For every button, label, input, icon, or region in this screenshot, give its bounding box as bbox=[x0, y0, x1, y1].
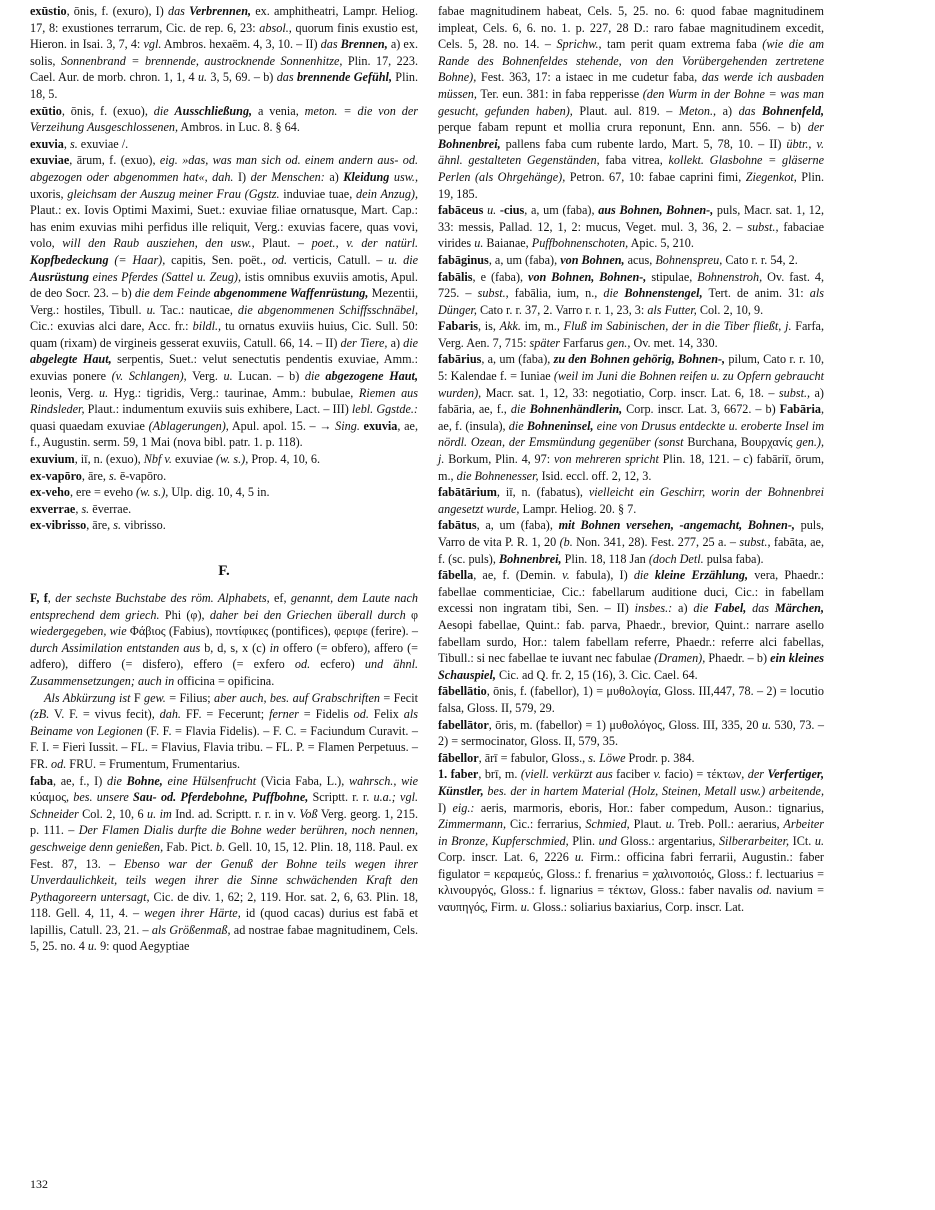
entry-text-run: Bohnenstroh, bbox=[697, 269, 763, 284]
entry-text-run: Arbeiter in Bronze, Kupferschmied, bbox=[438, 817, 824, 848]
entry-text-run: der sechste Buchstabe des röm. Alphabets, bbox=[55, 591, 270, 605]
entry-text-run: Bohnenfeld, bbox=[762, 103, 824, 118]
entry-text-run: aber auch, bes. auf Grabschriften bbox=[214, 690, 380, 705]
entry-text-run: der Menschen: bbox=[250, 169, 325, 184]
entry-text-run: daher bei den Griechen überall durch bbox=[209, 607, 406, 622]
entry-text-run: aus Bohnen, Bohnen-, bbox=[598, 203, 714, 218]
entry-text-run: F, f bbox=[30, 591, 48, 605]
entry-text-run: Ziegenkot, bbox=[745, 169, 797, 184]
entry-text-run: od. bbox=[353, 707, 369, 722]
entry-text-run: in bbox=[269, 640, 280, 655]
section-letter-heading: F. bbox=[218, 563, 230, 579]
entry-text-run: die bbox=[693, 601, 715, 616]
entry-text-run: wegen ihrer Härte, bbox=[144, 906, 241, 921]
entry-text-run: Der Flamen Dialis durfte die Bohne weder berühren, noch nennen, geschweige denn genießen, bbox=[30, 823, 418, 854]
entry-text-run: Brennen, bbox=[340, 37, 388, 52]
entry-text-run: fabāginus bbox=[438, 252, 489, 267]
entry-text-run: Zimmermann, bbox=[438, 817, 507, 832]
entry-fabellor: fābellor, ārī = fabulor, Gloss., s. Löwe Prodr. p. 384. bbox=[438, 750, 695, 765]
entry-text-run: die bbox=[403, 335, 418, 350]
entry-text-run: s. bbox=[113, 518, 122, 533]
entry-text-run: (zB. bbox=[30, 707, 50, 722]
entry-text-run: die abgenommenen Schiffsschnäbel, bbox=[237, 302, 418, 317]
entry-fabatus: fabātus, a, um (faba), mit Bohnen versehen, -angemacht, Bohnen-, puls, Varro de vita P. R. 1, 20 (b. Non. 341, 28). Fest. 277, 25 a. – subst., fabāta, ae, f. (sc. puls), Bohnenbrei, Plin. 18, 118 Jan (doch Detl. pulsa faba). bbox=[438, 518, 824, 566]
entry-text-run: gleichsam der Auszug meiner Frau (Ggstz. bbox=[67, 186, 280, 201]
entry-text-run: u.a.; vgl. Schneider bbox=[30, 790, 418, 821]
right-column bbox=[438, 3, 824, 916]
entry-text-run: fabātus bbox=[438, 518, 477, 533]
entry-text-run: Sonnenbrand = brennende, austrocknende Sonnenhitze, bbox=[60, 53, 343, 68]
entry-text-run: (weil im Juni die Bohnen reifen u. zu Opfern gebraucht wurden), bbox=[438, 369, 824, 400]
entry-text-run: subst., bbox=[747, 219, 779, 234]
entry-faba: faba, ae, f., I) die Bohne, eine Hülsenfrucht (Vicia Faba, L.), wahrsch., wie κύαμος, bes. unsere Sau- od. Pferdebohne, Puffbohne, Scriptt. r. r. u.a.; vgl. Schneider Col. 2, 10, 6 u. im Ind. ad. Scriptt. r. r. in v. Voß Verg. georg. 1, 215. p. 111. – Der Flamen Dialis durfte die Bohne weder berühren, noch nennen, geschweige denn genießen, Fab. Pict. b. Gell. 10, 15, 12. Plin. 18, 118. Paul. ex Fest. 87, 13. – Ebenso war der Genuß der Bohne teils wegen ihrer Unverdaulichkeit, teils wegen ihrer die Sinne schwächenden Kraft den Pythagoreern untersagt, Cic. de div. 1, 62; 2, 119. Hor. sat. 2, 6, 63. Plin. 18, 118. Gell. 4, 11, 4. – wegen ihrer Härte, id (quod cacas) durius est fabā et lapillis, Catull. 23, 21. – als Größenmaß, ad nostrae fabae magnitudinem, Cels. 5, 25. no. 4 u. 9: quod Aegyptiae bbox=[30, 773, 419, 954]
entry-text-run: eig.: bbox=[452, 800, 475, 815]
entry-text-run: (w. s.), bbox=[215, 452, 249, 467]
entry-exuvia: exuvia, s. exuviae /. bbox=[30, 136, 129, 151]
entry-text-run: die dem Feinde bbox=[134, 286, 214, 301]
entry-exuvium: exuvium, iī, n. (exuo), Nbf v. exuviae (w. s.), Prop. 4, 10, 6. bbox=[30, 452, 321, 467]
entry-text-run: lebl. Ggstde.: bbox=[351, 402, 418, 417]
entry-text-run: (b. bbox=[559, 535, 573, 549]
entry-text-run: ex-vapōro bbox=[30, 468, 82, 483]
entry-text-run: abgelegte Haut, bbox=[30, 352, 112, 367]
entry-text-run: brennende Gefühl, bbox=[296, 70, 392, 85]
entry-text-run: als Größenmaß, bbox=[151, 922, 231, 937]
entry-text-run: Sing. bbox=[335, 418, 360, 433]
entry-text-run: eine von Drusus entdeckte u. eroberte Insel im nördl. Ozean, der Emsmündung gegenüber (sonst bbox=[438, 418, 825, 450]
entry-text-run: die bbox=[633, 568, 655, 583]
entry-text-run: fabārius bbox=[438, 352, 482, 367]
entry-text-run: das bbox=[167, 4, 190, 18]
entry-text-run: Kleidung bbox=[343, 169, 390, 184]
entry-text-run: faba bbox=[30, 773, 54, 788]
entry-text-run: Meton., bbox=[678, 103, 717, 118]
entry-text-run: als Futter, bbox=[647, 302, 697, 317]
entry-text-run: v. bbox=[653, 767, 662, 782]
entry-text-run: Als Abkürzung ist bbox=[44, 690, 131, 705]
entry-text-run: s. bbox=[108, 468, 117, 483]
entry-text-run: exuvia bbox=[30, 136, 64, 151]
entry-text-run: Sprichw., bbox=[556, 37, 602, 52]
entry-text-run: fābellātio bbox=[438, 684, 487, 699]
entry-text-run: dein Anzug), bbox=[355, 186, 419, 201]
entry-text-run: und bbox=[598, 833, 617, 848]
entry-text-run: Verfertiger, Künstler, bbox=[438, 767, 824, 798]
entry-text-run: subst., bbox=[739, 535, 771, 549]
entry-text-run: als Beiname von Legionen bbox=[30, 707, 418, 738]
entry-text-run: Fabel, bbox=[714, 601, 747, 616]
entry-text-run: und ähnl. Zusammensetzungen; auch in bbox=[30, 657, 418, 688]
entry-text-run: u. bbox=[87, 939, 98, 954]
entry-text-run: die Bohnenesser, bbox=[456, 468, 539, 483]
entry-text-run: (den Wurm in der Bohne = was man gesucht, gefunden haben), bbox=[438, 86, 824, 118]
entry-text-run: bes. unsere bbox=[73, 790, 134, 805]
entry-ex-vibrisso: ex-vibrisso, āre, s. vibrisso. bbox=[30, 518, 166, 533]
entry-text-run: das werde ich ausbaden müssen, bbox=[438, 70, 824, 101]
entry-exutio: exūtio, ōnis, f. (exuo), die Ausschließung, a venia, meton. = die von der Verzeihung Ausgeschlossenen, Ambros. in Luc. 8. § 64. bbox=[30, 103, 418, 135]
entry-exverrae: exverrae, s. ēverrae. bbox=[30, 501, 132, 516]
entry-text-run: Akk. bbox=[499, 319, 521, 334]
entry-fabatarium: fabātārium, iī, n. (fabatus), vielleicht ein Geschirr, worin der Bohnenbrei angesetzt wurde, Lampr. Heliog. 20. § 7. bbox=[438, 485, 824, 516]
entry-ex-vaporo: ex-vapōro, āre, s. ē-vapōro. bbox=[30, 468, 167, 483]
entry-exustio: exūstio, ōnis, f. (exuro), I) das Verbrennen, ex. amphitheatri, Lampr. Heliog. 17, 8: exustiones terrarum, Cic. de rep. 6, 23: absol., quorum finis exustio est, Hieron. in Isai. 3, 7, 4: vgl. Ambros. hexaëm. 4, 3, 10. – II) das Brennen, a) ex. solis, Sonnenbrand = brennende, austrocknende Sonnenhitze, Plin. 17, 223. Cael. Aur. de morb. chron. 1, 1, 4 u. 3, 5, 69. – b) das brennende Gefühl, Plin. 18, 5. bbox=[30, 4, 418, 101]
entry-text-run: Ebenso war der Genuß der Bohne teils wegen ihrer Unverdaulichkeit, teils wegen ihrer die Sinne schwächenden Kraft den Pythagoreern untersagt, bbox=[30, 856, 418, 904]
entry-text-run: (w. s.), bbox=[136, 485, 169, 500]
entry-text-run: genannt, dem Laute nach entsprechend dem griech. bbox=[30, 591, 418, 622]
entry-text-run: Bohnenbrei, bbox=[438, 136, 501, 151]
entry-text-run: exuvium bbox=[30, 452, 75, 467]
entry-text-run: Puffbohnenschoten, bbox=[531, 236, 629, 251]
entry-text-run: Ausschließung, bbox=[174, 103, 253, 118]
entry-text-run: exūstio bbox=[30, 4, 67, 18]
entry-text-run: die bbox=[508, 418, 527, 433]
entry-fabalis: fabālis, e (faba), von Bohnen, Bohnen-, stipulae, Bohnenstroh, Ov. fast. 4, 725. – subst., fabālia, ium, n., die Bohnenstengel, Tert. de anim. 31: als Dünger, Cato r. r. 37, 2. Varro r. r. 1, 23, 3: als Futter, Col. 2, 10, 9. bbox=[438, 269, 824, 317]
entry-text-run: (wie die am Rande des Bohnenfeldes stehende, von den Vorübergehenden zertretene Bohne), bbox=[438, 37, 824, 85]
entry-text-run: ein kleines Schauspiel, bbox=[438, 651, 824, 682]
entry-text-run: Fabaris bbox=[438, 319, 478, 334]
entry-text-run: die bbox=[510, 402, 530, 417]
entry-fabaris: Fabaris, is, Akk. im, m., Fluß im Sabinischen, der in die Tiber fließt, j. Farfa, Verg. Aen. 7, 715: später Farfarus gen., Ov. met. 14, 330. bbox=[438, 319, 824, 350]
entry-text-run: das bbox=[276, 70, 297, 85]
entry-text-run: u. bbox=[761, 717, 772, 732]
entry-text-run: von Bohnen, bbox=[560, 252, 625, 267]
entry-text-run: (Ablagerungen), bbox=[148, 418, 229, 433]
entry-text-run: subst., bbox=[477, 286, 509, 301]
entry-text-run: s. bbox=[81, 501, 90, 516]
entry-exuviae: exuviae, ārum, f. (exuo), eig. »das, was man sich od. einem andern aus- od. abgezogen oder abgenommen hat«, dah. I) der Menschen: a) Kleidung usw., uxoris, gleichsam der Auszug meiner Frau (Ggstz. induviae tuae, dein Anzug), Plaut.: ex. Iovis Optimi Maximi, Suet.: exuviae filiae ornatusque, Mart. Cap.: has enim exuvias mihi perfidus ille reliquit, Verg.: exuvias facere, quas vovi, volo, will den Raub ausziehen, den usw., Plaut. – poet., v. der natürl. Kopfbedeckung (= Haar), capitis, Sen. poët., od. verticis, Catull. – u. die Ausrüstung eines Pferdes (Sattel u. Zeug), istis omnibus exuviis amotis, Apul. de deo Socr. 23. – b) die dem Feinde abgenommene Waffenrüstung, Mezentii, Verg.: hostiles, Tibull. u. Tac.: nauticae, die abgenommenen Schiffsschnäbel, Cic.: exuvias alci dare, Acc. fr.: bildl., tu ornatus exuviis huius, Cic. Sull. 50: quam (rixam) de virgineis gesserat exuviis, Catull. 66, 14. – II) der Tiere, a) die abgelegte Haut, serpentis, Suet.: velut senectutis pendentis exuviae, Amm.: exuvias ponere (v. Schlangen), Verg. u. Lucan. – b) die abgezogene Haut, leonis, Verg. u. Hyg.: tigridis, Verg.: taurinae, Amm.: bubulae, Riemen aus Rindsleder, Plaut.: indumentum exuviis suis exhibere, Lact. – III) lebl. Ggstde.: quasi quaedam exuviae (Ablagerungen), Apul. apol. 15. – → Sing. exuvia, ae, f., Augustin. serm. 59, 1 Mai (nova bibl. patr. 1. p. 118). bbox=[30, 153, 419, 450]
entry-text-run: Bohnenhändlerin, bbox=[529, 402, 623, 417]
entry-text-run: Bohne, bbox=[126, 773, 163, 788]
entry-faba-continued: fabae magnitudinem habeat, Cels. 5, 25. no. 6: quod fabae magnitudinem impleat, Cels. 6, 6. no. 1. p. 227, 28 D.: raro fabae magnitudinem excedit, Cels. 5, 28. no. 14. – Sprichw., tam perit quam extrema faba (wie die am Rande des Bohnenfeldes stehende, von den Vorübergehenden zertretene Bohne), Fest. 363, 17: a istaec in me cudetur faba, das werde ich ausbaden müssen, Ter. eun. 381: in faba repperisse (den Wurm in der Bohne = was man gesucht, gefunden haben), Plaut. aul. 819. – Meton., a) das Bohnenfeld, perque fabam repunt et mollia crura reponunt, Enn. ann. 556. – b) der Bohnenbrei, pallens faba cum rubente lardo, Mart. 5, 78, 10. – II) übtr., v. ähnl. gestalteten Gegenständen, faba vitrea, kollekt. Glasbohne = gläserne Perlen (als Ohrgehänge), Petron. 67, 10: fabae caprini fimi, Ziegenkot, Plin. 19, 185. bbox=[438, 4, 824, 201]
entry-text-run: übtr., v. ähnl. gestalteten Gegenständen, bbox=[438, 136, 824, 168]
entry-text-run: fabātārium bbox=[438, 485, 497, 500]
entry-text-run: exuviae bbox=[30, 153, 70, 168]
entry-text-run: fabellātor bbox=[438, 717, 489, 732]
entry-text-run: vielleicht ein Geschirr, worin der Bohnenbrei angesetzt wurde, bbox=[438, 485, 824, 516]
entry-text-run: bildl., bbox=[192, 319, 222, 334]
left-column bbox=[30, 3, 418, 955]
entry-text-run: wahrsch., wie bbox=[348, 773, 418, 788]
entry-text-run: Kopfbedeckung bbox=[30, 252, 109, 267]
entry-text-run: kollekt. Glasbohne = gläserne Perlen (als Ohrgehänge), bbox=[438, 153, 824, 184]
entry-text-run: (viell. verkürzt aus bbox=[520, 767, 613, 782]
entry-text-run: absol., bbox=[259, 20, 292, 35]
entry-text-run: v. bbox=[562, 568, 570, 583]
entry-text-run: (Dramen), bbox=[654, 651, 706, 666]
entry-text-run: u. bbox=[197, 70, 208, 85]
entry-text-run: Bohnenspreu, bbox=[655, 252, 723, 267]
entry-text-run: (doch Detl. bbox=[648, 551, 704, 566]
entry-text-run: der bbox=[747, 767, 768, 782]
entry-text-run: u. die bbox=[388, 252, 418, 267]
entry-text-run: usw., bbox=[389, 169, 419, 184]
entry-text-run: od. bbox=[51, 756, 67, 771]
entry-text-run: poet., v. der natürl. bbox=[311, 236, 418, 251]
entry-text-run: (v. Schlangen), bbox=[111, 369, 187, 384]
entry-text-run: später bbox=[529, 335, 560, 350]
entry-text-run: meton. = die von der Verzeihung Ausgeschlossenen, bbox=[30, 103, 418, 135]
entry-text-run: Bohnenstengel, bbox=[624, 286, 703, 301]
entry-faber: 1. faber, brī, m. (viell. verkürzt aus faciber v. facio) = τέκτων, der Verfertiger, Künstler, bes. der in hartem Material (Holz, Steinen, Metall usw.) arbeitende, I) eig.: aeris, marmoris, eboris, Hor.: faber compedum, Auson.: tignarius, Zimmermann, Cic.: ferrarius, Schmied, Plaut. u. Treb. Poll.: aerarius, Arbeiter in Bronze, Kupferschmied, Plin. und Gloss.: argentarius, Silberarbeiter, ICt. u. Corp. inscr. Lat. 6, 2226 u. Firm.: officina fabri ferrarii, Augustin.: faber figulator = κεραμεύς, Gloss.: f. frenarius = χαλινοποιός, Gloss.: f. lectuarius = κλινουργός, Gloss.: f. lignarius = τέκτων, Gloss.: faber navalis od. navium = ναυπηγός, Firm. u. Gloss.: soliarius baxiarius, Corp. inscr. Lat. bbox=[438, 767, 825, 915]
entry-text-run: exuvia bbox=[363, 418, 398, 433]
entry-text-run: u. bbox=[223, 369, 233, 384]
entry-text-run: exverrae bbox=[30, 501, 76, 516]
entry-text-run: s. bbox=[69, 136, 78, 151]
entry-text-run: die bbox=[153, 103, 175, 118]
entry-text-run: Märchen, bbox=[774, 601, 824, 616]
entry-text-run: kleine Erzählung, bbox=[654, 568, 749, 583]
entry-text-run: u. bbox=[474, 236, 484, 251]
entry-text-run: fābellor bbox=[438, 750, 479, 765]
entry-fabella: fābella, ae, f. (Demin. v. fabula), I) die kleine Erzählung, vera, Phaedr.: fabellae commenticiae, Cic.: fabellarum auditione duci, Cic.: in fabellam excessi non ingratam tibi, Sen. – II) insbes.: a) die Fabel, das Märchen, Aesopi fabellae, Quint.: fab. parva, Phaedr., brevior, Quint.: narrare asello fabellam surdo, Hor.: talem fabellam referre, Phaedr.: referre alci fabellas, Tibull.: si nec fabellae te iuvant nec fabulae (Dramen), Phaedr. – b) ein kleines Schauspiel, Cic. ad Q. fr. 2, 15 (16), 3. Cic. Cael. 64. bbox=[438, 568, 824, 682]
entry-text-run: Schmied, bbox=[585, 817, 630, 832]
entry-text-run: u. bbox=[665, 817, 675, 832]
entry-text-run: Fabāria bbox=[779, 402, 821, 417]
entry-text-run: gen., bbox=[606, 335, 631, 350]
entry-text-run: vgl. bbox=[143, 37, 162, 52]
entry-text-run: mit Bohnen versehen, -angemacht, Bohnen-, bbox=[558, 518, 795, 533]
entry-text-run: u. bbox=[520, 900, 530, 915]
entry-text-run: Riemen aus Rindsleder, bbox=[30, 385, 418, 417]
entry-text-run: u. bbox=[487, 203, 497, 218]
entry-text-run: subst., bbox=[778, 385, 811, 400]
entry-text-run: od. bbox=[756, 883, 773, 898]
entry-text-run: (= Haar), bbox=[108, 252, 166, 267]
entry-text-run: u. im bbox=[147, 806, 172, 821]
entry-text-run: eig. »das, was man sich od. einem andern aus- od. abgezogen oder abgenommen hat«, dah. bbox=[30, 153, 418, 184]
entry-text-run: u. bbox=[99, 385, 109, 400]
entry-text-run: von Bohnen, Bohnen-, bbox=[528, 269, 647, 284]
entry-text-run: abgezogene Haut, bbox=[325, 369, 418, 384]
entry-text-run: -cius bbox=[499, 203, 525, 218]
page-number: 132 bbox=[30, 1177, 48, 1191]
entry-text-run: die bbox=[603, 286, 625, 301]
entry-text-run: gew. bbox=[144, 690, 166, 705]
entry-text-run: u. bbox=[574, 850, 585, 865]
entry-text-run: abgenommene Waffenrüstung, bbox=[213, 286, 369, 301]
entry-text-run: das bbox=[320, 37, 341, 52]
entry-ex-veho: ex-veho, ere = eveho (w. s.), Ulp. dig. 10, 4, 5 in. bbox=[30, 485, 270, 500]
entry-abbreviation-f: Als Abkürzung ist F gew. = Filius; aber auch, bes. auf Grabschriften = Fecit (zB. V. F. = vivus fecit), dah. FF. = Fecerunt; ferner = Fidelis od. Felix als Beiname von Legionen (F. F. = Flavia Fidelis). – F. C. = Faciundum Curavit. – F. I. = Fieri Iussit. – FL. = Flavius, Flavia tribu. – FL. P. = Flamen Perpetuus. – FR. od. FRU. = Frumentum, Frumentarius. bbox=[30, 690, 419, 771]
entry-text-run: fabāceus bbox=[438, 203, 484, 218]
entry-text-run: u. bbox=[146, 302, 156, 317]
entry-text-run: fabālis bbox=[438, 269, 473, 284]
entry-text-run: von mehreren spricht bbox=[553, 452, 659, 467]
entry-fabaceus: fabāceus u. -cius, a, um (faba), aus Bohnen, Bohnen-, puls, Macr. sat. 1, 12, 33: messis, Pallad. 12, 1, 2: mucus, Veget. mul. 3, 36, 2. – subst., fabaciae virides u. Baianae, Puffbohnenschoten, Apic. 5, 210. bbox=[438, 203, 825, 251]
entry-text-run: will den Raub ausziehen, den usw., bbox=[62, 236, 255, 251]
entry-text-run: ex-veho bbox=[30, 485, 70, 500]
entry-fabellator: fabellātor, ōris, m. (fabellor) = 1) μυθολόγος, Gloss. III, 335, 20 u. 530, 73. – 2) = sermocinator, Gloss. II, 579, 35. bbox=[438, 717, 825, 749]
entry-text-run: wiedergegeben, wie bbox=[30, 624, 127, 639]
entry-text-run: Bohnenbrei, bbox=[498, 551, 562, 566]
entry-text-run: insbes.: bbox=[634, 601, 673, 616]
entry-text-run: bes. der in hartem Material (Holz, Steinen, Metall usw.) arbeitende, bbox=[483, 783, 824, 798]
entry-text-run: dah. bbox=[159, 707, 181, 722]
entry-text-run: gen.), j. bbox=[438, 435, 824, 467]
entry-text-run: Ausrüstung bbox=[30, 269, 89, 284]
entry-text-run: der Tiere, bbox=[340, 335, 388, 350]
entry-text-run: b. bbox=[215, 839, 226, 854]
entry-text-run: Sau- od. Pferdebohne, Puffbohne, bbox=[133, 790, 309, 805]
entry-text-run: die bbox=[106, 773, 127, 788]
entry-text-run: Nbf v. bbox=[143, 452, 172, 467]
entry-fabellatio: fābellātio, ōnis, f. (fabellor), 1) = μυθολογία, Gloss. III,447, 78. – 2) = locutio falsa, Gloss. II, 579, 29. bbox=[438, 684, 824, 715]
entry-text-run: das bbox=[746, 601, 775, 616]
entry-text-run: das bbox=[738, 103, 763, 118]
entry-text-run: eine Hülsenfrucht bbox=[162, 773, 257, 788]
entry-text-run: Fluß im Sabinischen, der in die Tiber fließt, j. bbox=[563, 319, 792, 334]
entry-text-run: als Dünger, bbox=[438, 286, 824, 317]
entry-text-run: od. bbox=[294, 657, 311, 672]
entry-text-run: Verbrennen, bbox=[189, 4, 252, 18]
entry-text-run: od. bbox=[271, 252, 288, 267]
entry-text-run: durch Assimilation entstanden aus bbox=[30, 640, 201, 655]
entry-text-run: Silberarbeiter, bbox=[718, 833, 790, 848]
entry-text-run: zu den Bohnen gehörig, Bohnen-, bbox=[553, 352, 726, 367]
entry-text-run: die bbox=[304, 369, 326, 384]
entry-fabarius: fabārius, a, um (faba), zu den Bohnen gehörig, Bohnen-, pilum, Cato r. r. 10, 5: Kalendae f. = Iuniae (weil im Juni die Bohnen reifen u. zu Opfern gebraucht wurden), Macr. sat. 1, 12, 33: negotiatio, Corp. inscr. Lat. 6, 18. – subst., a) fabāria, ae, f., die Bohnenhändlerin, Corp. inscr. Lat. 3, 6672. – b) Fabāria, ae, f. (insula), die Bohneninsel, eine von Drusus entdeckte u. eroberte Insel im nördl. Ozean, der Emsmündung gegenüber (sonst Burchana, Βουρχανίς gen.), j. Borkum, Plin. 4, 97: von mehreren spricht Plin. 18, 121. – c) fabāriī, ōrum, m., die Bohnenesser, Isid. eccl. off. 2, 12, 3. bbox=[438, 352, 825, 483]
entry-text-run: ex-vibrisso bbox=[30, 518, 87, 533]
entry-text-run: der bbox=[807, 120, 824, 135]
entry-text-run: eines Pferdes (Sattel u. Zeug), bbox=[88, 269, 242, 284]
entry-text-run: u. bbox=[814, 833, 825, 848]
entry-fabaginus: fabāginus, a, um (faba), von Bohnen, acus, Bohnenspreu, Cato r. r. 54, 2. bbox=[438, 252, 798, 267]
entry-text-run: ferner bbox=[269, 707, 299, 722]
entry-text-run: exūtio bbox=[30, 103, 62, 118]
entry-text-run: 1. faber bbox=[438, 767, 479, 782]
entry-text-run: fābella bbox=[438, 568, 474, 583]
entry-text-run: Bohneninsel, bbox=[526, 418, 594, 433]
entry-text-run: s. Löwe bbox=[588, 750, 626, 765]
entry-text-run: Voß bbox=[299, 806, 318, 821]
entry-letter-f: F, f, der sechste Buchstabe des röm. Alphabets, ef, genannt, dem Laute nach entsprechend dem griech. Phi (φ), daher bei den Griechen überall durch φ wiedergegeben, wie Φάβιος (Fabius), ποντίφικες (pontifices), φεριφε (ferire). – durch Assimilation entstanden aus b, d, s, x (c) in offero (= obfero), affero (= adfero), differo (= disfero), effero (= exfero od. ecfero) und ähnl. Zusammensetzungen; auch in officina = opificina. bbox=[30, 591, 418, 688]
